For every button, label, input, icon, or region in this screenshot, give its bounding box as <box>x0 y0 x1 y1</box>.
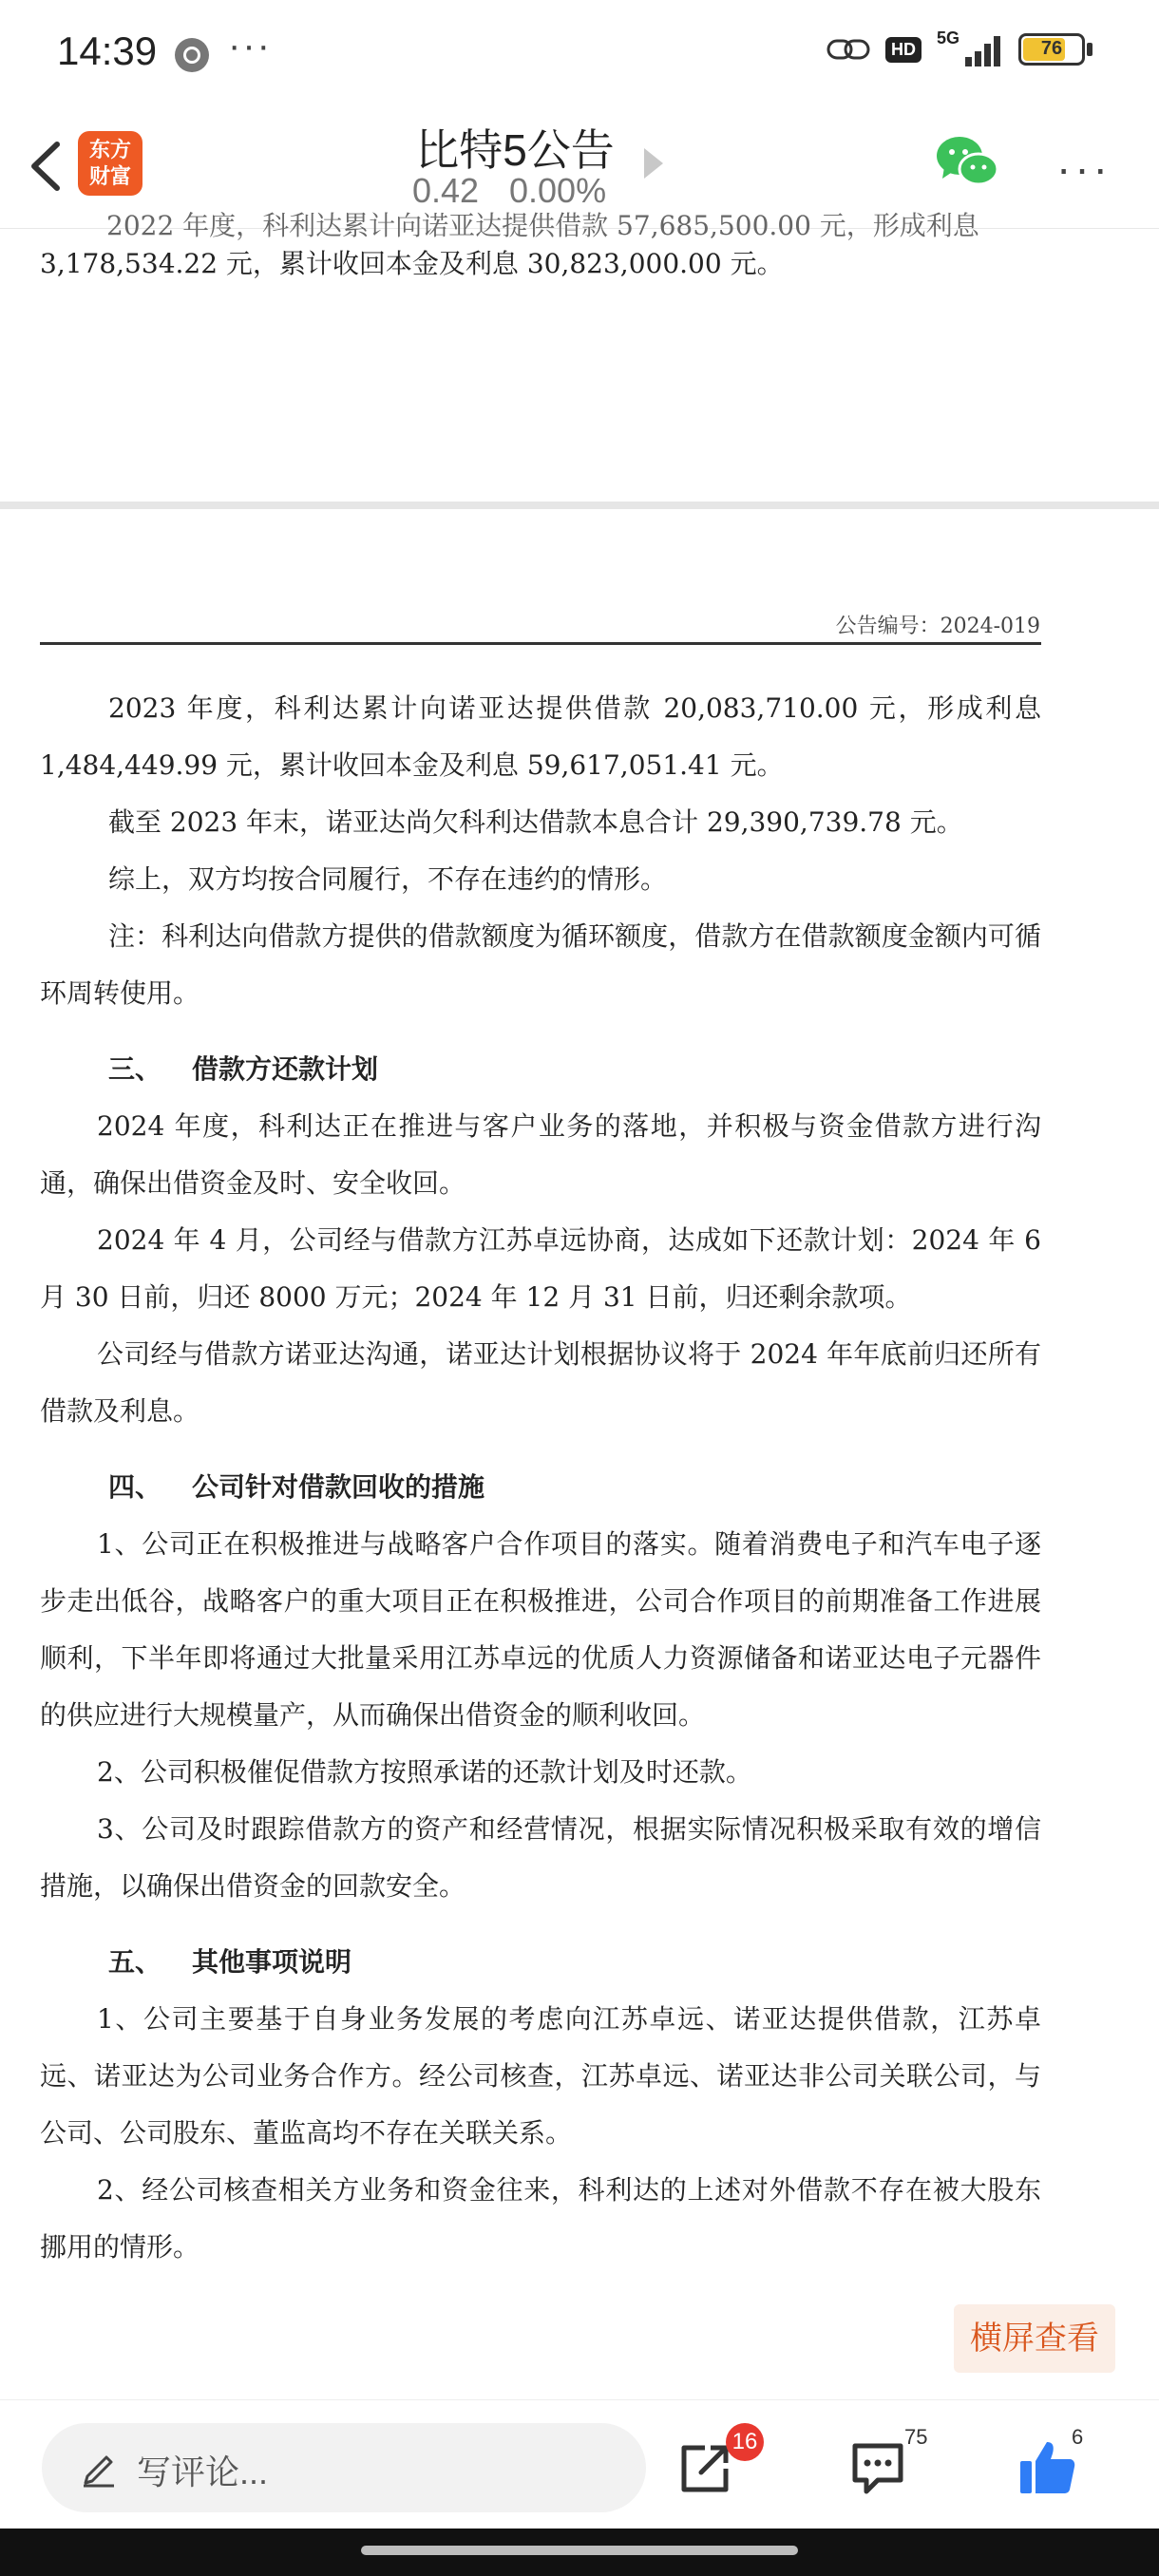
paragraph: 2、经公司核查相关方业务和资金往来，科利达的上述对外借款不存在被大股东挪用的情形。 <box>40 2174 1041 2263</box>
paragraph: 公司经与借款方诺亚达沟通，诺亚达计划根据协议将于 2024 年年底前归还所有借款及利息。 <box>40 1338 1041 1427</box>
clipped-line: 2022 年度，科利达累计向诺亚达提供借款 57,685,500.00 元，形成利息 <box>106 210 979 241</box>
section-number: 五、 <box>108 1946 162 1978</box>
document-page-1 <box>0 210 1159 503</box>
status-indicators <box>826 28 1092 66</box>
play-icon[interactable] <box>642 146 665 180</box>
paragraph: 2024 年 4 月，公司经与借款方江苏卓远协商，达成如下还款计划：2024 年 6 月 30 日前，归还 8000 万元；2024 年 12 月 31 日前，归还剩余款项。 <box>40 1224 1041 1313</box>
section-title: 公司针对借款回收的措施 <box>192 1471 485 1503</box>
steering-wheel-icon <box>175 38 209 72</box>
comment-placeholder: 写评论... <box>137 2453 269 2491</box>
bottom-action-bar <box>0 2399 1159 2529</box>
pencil-icon <box>80 2448 118 2488</box>
comment-input[interactable] <box>42 2423 646 2512</box>
share-count-badge: 16 <box>726 2423 764 2461</box>
paragraph: 2、公司积极催促借款方按照承诺的还款计划及时还款。 <box>97 1756 752 1788</box>
paragraph: 注：科利达向借款方提供的借款额度为循环额度，借款方在借款额度金额内可循环周转使用。 <box>40 920 1041 1009</box>
status-time: 14:39 <box>57 28 158 73</box>
comments-icon[interactable] <box>849 2440 906 2495</box>
paragraph: 2023 年度，科利达累计向诺亚达提供借款 20,083,710.00 元，形成利息 1,484,449.99 元，累计收回本金及利息 59,617,051.41 元。 <box>40 692 1041 781</box>
wechat-icon[interactable] <box>935 133 1001 190</box>
section-number: 三、 <box>108 1053 162 1085</box>
battery-level: 76 <box>1040 38 1063 59</box>
gesture-bar <box>0 2529 1159 2576</box>
battery-tip <box>1087 43 1092 56</box>
share-icon[interactable] <box>676 2440 733 2497</box>
landscape-view-button[interactable]: 横屏查看 <box>954 2304 1115 2373</box>
paragraph: 综上，双方均按合同履行，不存在违约的情形。 <box>108 863 668 895</box>
stock-change: 0.00% <box>509 171 607 210</box>
document-page-2[interactable] <box>0 509 1159 2399</box>
paragraph: 3,178,534.22 元，累计收回本金及利息 30,823,000.00 元。 <box>40 248 784 279</box>
hd-icon: HD <box>885 37 922 63</box>
brand-logo-line1: 东方 <box>88 138 131 161</box>
comments-count: 75 <box>904 2425 928 2449</box>
status-more-icon: ··· <box>228 25 272 66</box>
likes-count: 6 <box>1072 2425 1084 2449</box>
section-heading-4 <box>40 1459 1041 1516</box>
battery-icon <box>1018 33 1085 66</box>
more-options-icon[interactable]: ··· <box>1056 143 1112 193</box>
section-title: 借款方还款计划 <box>192 1053 379 1085</box>
page-title[interactable]: 比特5公告 <box>415 125 615 175</box>
paragraph: 截至 2023 年末，诺亚达尚欠科利达借款本息合计 29,390,739.78 元。 <box>108 806 963 838</box>
page-separator <box>0 502 1159 509</box>
section-number: 四、 <box>108 1471 162 1503</box>
status-bar <box>0 0 1159 104</box>
section-title: 其他事项说明 <box>192 1946 352 1978</box>
announcement-number: 公告编号：2024-019 <box>835 615 1040 638</box>
brand-logo-line2: 财富 <box>88 164 131 188</box>
network-label: 5G <box>937 28 960 47</box>
paragraph: 3、公司及时跟踪借款方的资产和经营情况，根据实际情况积极采取有效的增信措施，以确保出借资金的回款安全。 <box>40 1813 1041 1902</box>
signal-icon <box>937 28 1003 66</box>
home-indicator[interactable] <box>361 2546 798 2555</box>
paragraph: 2024 年度，科利达正在推进与客户业务的落地，并积极与资金借款方进行沟通，确保出借资金及时、安全收回。 <box>40 1110 1041 1199</box>
thumbs-up-icon[interactable] <box>1016 2436 1077 2497</box>
section-heading-5 <box>40 1934 1041 1991</box>
stock-price: 0.42 <box>412 171 480 210</box>
section-heading-3 <box>40 1041 1041 1098</box>
link-icon <box>826 35 870 64</box>
paragraph: 1、公司主要基于自身业务发展的考虑向江苏卓远、诺亚达提供借款，江苏卓远、诺亚达为公司业务合作方。经公司核查，江苏卓远、诺亚达非公司关联公司，与公司、公司股东、董监高均不存在关联关系。 <box>40 2003 1041 2149</box>
paragraph: 1、公司正在积极推进与战略客户合作项目的落实。随着消费电子和汽车电子逐步走出低谷，战略客户的重大项目正在积极推进，公司合作项目的前期准备工作进展顺利，下半年即将通过大批量采用江苏卓远的优质人力资源储备和诺亚达电子元器件的供应进行大规模量产，从而确保出借资金的顺利收回。 <box>40 1528 1041 1731</box>
document-body <box>40 680 1041 2276</box>
header-rule <box>40 642 1041 645</box>
